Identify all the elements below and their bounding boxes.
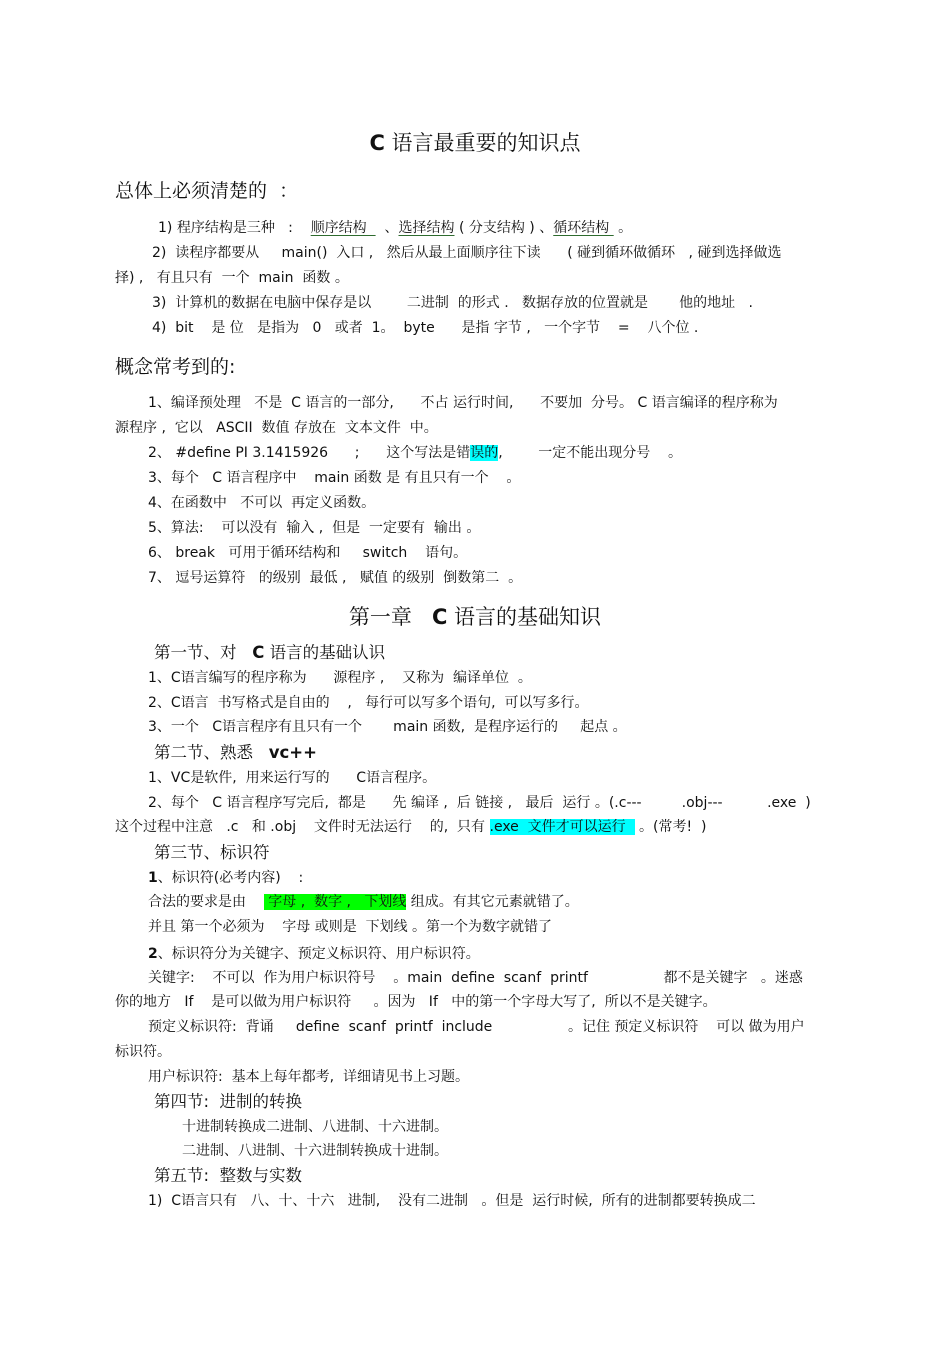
section-1-c: C [252,643,265,662]
overall-item-1-end: 。 [613,220,633,236]
section-3-item-1-text: 、标识符(必考内容) : [157,870,304,886]
title-text: 语言最重要的知识点 [384,131,581,155]
predefined-line-1: 预定义标识符: 背诵 define scanf printf include 。记住 预定义标识符 可以 做为用户 [148,1019,805,1035]
concept-2 [148,443,682,463]
concept-6: 6、 break 可用于循环结构和 switch 语句。 [148,545,468,561]
chapter-1-suffix: 语言的基础知识 [447,605,602,629]
section-3-item-2-text: 、标识符分为关键字、预定义标识符、用户标识符。 [157,946,480,962]
concept-2-suffix: , 一定不能出现分号 。 [498,445,683,461]
section-3-rule [148,892,579,912]
concept-4: 4、在函数中 不可以 再定义函数。 [148,495,376,511]
section-2-vc: vc++ [268,743,317,762]
section-3-rule-prefix: 合法的要求是由 [148,894,264,910]
concept-2-prefix: 2、 #define PI 3.1415926 ; 这个写法是错 [148,445,471,461]
section-2-item-2: 2、每个 C 语言程序写完后, 都是 先 编译 , 后 链接 , 最后 运行 。(.c--- .obj--- .exe ) [148,795,811,811]
letters-digits-underscore-highlight: 字母 , 数字 , 下划线 [263,894,407,910]
section-4-title: 第四节: 进制的转换 [154,1092,303,1111]
section-3-item-1 [148,868,303,888]
sequence-structure: 顺序结构 [310,220,376,236]
overall-item-3: 3) 计算机的数据在电脑中保存是以 二进制 的形式 . 数据存放的位置就是 他的地址 . [152,295,753,311]
concept-5: 5、算法: 可以没有 输入 , 但是 一定要有 输出 。 [148,520,481,536]
chapter-1-title [0,603,950,631]
concept-1-line-2: 源程序 , 它以 ASCII 数值 存放在 文本文件 中。 [115,420,438,436]
document-title [0,129,950,157]
section-1-prefix: 第一节、对 [154,643,253,662]
section-3-item-2-num: 2 [148,946,158,962]
chapter-1-prefix: 第一章 [348,605,432,629]
heading-overall: 总体上必须清楚的 ： [115,180,299,202]
section-1-item-2: 2、C语言 书写格式是自由的 , 每行可以写多个语句, 可以写多行。 [148,695,589,711]
overall-item-1-sep2: ( 分支结构 ) 、 [454,220,554,236]
section-3-title: 第三节、标识符 [154,843,270,862]
selection-structure: 选择结构 [398,220,455,236]
section-5-item-1: 1) C语言只有 八、十、十六 进制, 没有二进制 。但是 运行时候, 所有的进制都要转换成二 [148,1193,756,1209]
title-c: C [369,131,385,155]
loop-structure: 循环结构 [553,220,614,236]
section-2-cont-prefix: 这个过程中注意 .c 和 .obj 文件时无法运行 的, 只有 [115,819,490,835]
section-2-item-2-cont [115,817,706,837]
section-1-title [154,642,385,664]
heading-concepts: 概念常考到的: [115,356,236,378]
section-2-item-1: 1、VC是软件, 用来运行写的 C语言程序。 [148,770,437,786]
section-3-item-2 [148,944,480,964]
section-2-title [154,742,317,764]
overall-item-1-prefix: 1) 程序结构是三种 : [158,220,311,236]
concept-3: 3、每个 C 语言程序中 main 函数 是 有且只有一个 。 [148,470,521,486]
overall-item-2-line-1: 2) 读程序都要从 main() 入口 , 然后从最上面顺序往下读 ( 碰到循环做循环 , 碰到选择做选 [152,245,782,261]
overall-item-1-sep1: 、 [375,220,399,236]
keywords-line-2: 你的地方 If 是可以做为用户标识符 。因为 If 中的第一个字母大写了, 所以不是关键字。 [115,994,717,1010]
overall-item-4: 4) bit 是 位 是指为 0 或者 1。 byte 是指 字节 , 一个字节 = 八个位 . [152,320,699,336]
section-1-item-1: 1、C语言编写的程序称为 源程序 , 又称为 编译单位 。 [148,670,532,686]
section-4-item-1: 十进制转换成二进制、八进制、十六进制。 [182,1119,448,1135]
overall-item-1 [158,218,632,238]
keywords-line-1: 关键字: 不可以 作为用户标识符号 。main define scanf printf 都不是关键字 。迷惑 [148,970,803,986]
section-4-item-2: 二进制、八进制、十六进制转换成十进制。 [182,1143,448,1159]
overall-item-2-line-2: 择) , 有且只有 一个 main 函数 。 [115,270,349,286]
section-1-suffix: 语言的基础认识 [264,643,386,662]
concept-7: 7、 逗号运算符 的级别 最低 , 赋值 的级别 倒数第二 。 [148,570,523,586]
user-identifier-line: 用户标识符: 基本上每年都考, 详细请见书上习题。 [148,1069,469,1085]
section-1-item-3: 3、一个 C语言程序有且只有一个 main 函数, 是程序运行的 起点 。 [148,719,627,735]
exe-highlight: .exe 文件才可以运行 [489,819,635,835]
section-3-first-char-rule: 并且 第一个必须为 字母 或则是 下划线 。第一个为数字就错了 [148,919,553,935]
predefined-line-2: 标识符。 [115,1044,171,1060]
section-2-prefix: 第二节、熟悉 [154,743,269,762]
concept-2-highlight: 误的 [470,445,499,461]
section-3-rule-suffix: 组成。有其它元素就错了。 [406,894,579,910]
section-3-item-1-num: 1 [148,870,158,886]
chapter-1-c: C [431,605,448,629]
section-2-cont-suffix: 。(常考! ) [634,819,707,835]
section-5-title: 第五节: 整数与实数 [154,1166,303,1185]
concept-1-line-1: 1、编译预处理 不是 C 语言的一部分, 不占 运行时间, 不要加 分号。 C 语言编译的程序称为 [148,395,778,411]
